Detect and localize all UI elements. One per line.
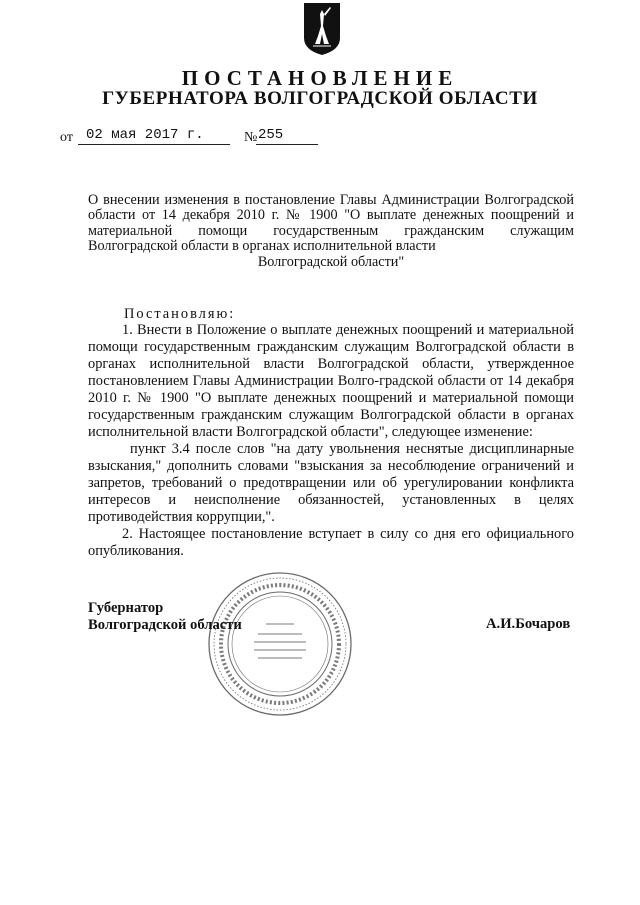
signatory-position-line2: Волгоградской области bbox=[88, 617, 242, 633]
coat-of-arms-icon bbox=[303, 2, 341, 56]
signatory-position-line1: Губернатор bbox=[88, 600, 164, 616]
number-prefix: № bbox=[244, 130, 258, 145]
document-date: 02 мая 2017 г. bbox=[86, 127, 204, 143]
document-title: ПОСТАНОВЛЕНИЕ bbox=[181, 66, 459, 90]
document-subtitle: ГУБЕРНАТОРА ВОЛГОГРАДСКОЙ ОБЛАСТИ bbox=[102, 88, 538, 109]
paragraph-item-1: 1. Внести в Положение о выплате денежных поощрений и материальной помощи государственным гражданским служащим Волгоградской области в органах исполнительной власти Волгоградской области, утвержденное постановлением Главы Администрации Волго-градской области от 14 декабря 2010 г. № 1900 "О выплате денежных поощрений и материальной помощи государственным гражданским служащим Волгоградской области в органах исполнительной власти Волгоградской области", следующее изменение: bbox=[88, 322, 574, 440]
subject-text: О внесении изменения в постановление Главы Администрации Волгоградской области от 14 декабря 2010 г. № 1900 "О выплате денежных поощрений и материальной помощи государственным гражданским служащим Волгоградской области в органах исполнительной власти bbox=[88, 192, 574, 255]
paragraph-amendment: пункт 3.4 после слов "на дату увольнения неснятые дисциплинарные взыскания," дополнить словами "взыскания за несоблюдение ограничений и запретов, требований о предотвращении или об урегулировании конфликта интересов и неисполнение обязанностей, установленных в целях противодействия коррупции,". bbox=[88, 441, 574, 525]
paragraph-item-2: 2. Настоящее постановление вступает в силу со дня его официального опубликования. bbox=[88, 526, 574, 559]
date-prefix: от bbox=[60, 130, 73, 145]
date-number-line bbox=[60, 127, 360, 149]
document-number: 255 bbox=[258, 127, 284, 143]
subject-text-end: Волгоградской области" bbox=[257, 253, 405, 270]
resolve-heading: Постановляю: bbox=[124, 306, 236, 322]
document-body bbox=[88, 322, 574, 560]
document-subject bbox=[88, 193, 574, 270]
number-underline bbox=[256, 144, 318, 145]
signatory-name: А.И.Бочаров bbox=[486, 616, 571, 632]
round-seal-icon bbox=[206, 570, 354, 718]
date-underline bbox=[78, 144, 230, 145]
signatory-position bbox=[88, 600, 242, 634]
